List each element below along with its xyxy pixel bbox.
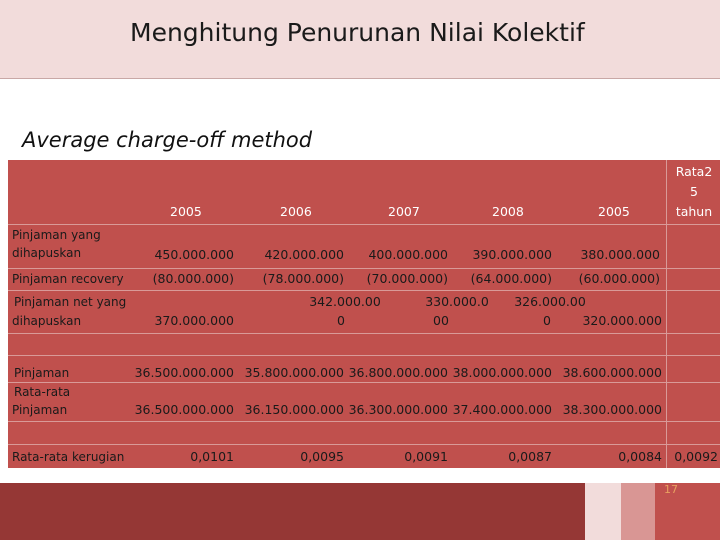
table-cell: 0,0101: [190, 449, 234, 464]
row-divider: [8, 355, 720, 356]
slide-subtitle: Average charge-off method: [22, 128, 313, 152]
page-number: 17: [664, 483, 678, 496]
row-divider: [8, 444, 720, 445]
table-cell: 326.000.00: [514, 294, 586, 309]
row-label: dihapuskan: [12, 314, 82, 328]
header-year-2: 2006: [280, 204, 312, 219]
table-cell: 35.800.000.000: [244, 365, 344, 380]
table-cell: 0,0084: [618, 449, 662, 464]
row-label: Pinjaman: [14, 366, 70, 380]
header-year-5: 2005: [598, 204, 630, 219]
table-cell: 36.500.000.000: [134, 365, 234, 380]
row-label: Pinjaman recovery: [12, 272, 124, 286]
table-cell: 36.300.000.000: [348, 402, 448, 417]
table-cell: 36.500.000.000: [134, 402, 234, 417]
table-cell: 320.000.000: [582, 313, 662, 328]
header-year-4: 2008: [492, 204, 524, 219]
table-cell: 00: [433, 313, 449, 328]
table-cell: (64.000.000): [470, 271, 552, 286]
header-year-3: 2007: [388, 204, 420, 219]
title-bar: [0, 0, 720, 79]
table-cell: 342.000.00: [309, 294, 381, 309]
table-cell: 330.000.0: [425, 294, 489, 309]
header-average-line2: 5: [690, 184, 698, 199]
row-label: dihapuskan: [12, 246, 82, 260]
footer-block-medium: [621, 483, 655, 540]
row-divider: [8, 224, 720, 225]
column-divider: [666, 160, 667, 468]
slide-title: Menghitung Penurunan Nilai Kolektif: [130, 18, 585, 47]
row-label: Rata-rata kerugian: [12, 450, 125, 464]
average-loss-value: 0,0092: [674, 449, 718, 464]
header-average-line3: tahun: [675, 204, 713, 219]
table-cell: (70.000.000): [366, 271, 448, 286]
table-cell: 420.000.000: [264, 247, 344, 262]
table-cell: 450.000.000: [154, 247, 234, 262]
table-cell: (80.000.000): [152, 271, 234, 286]
table-cell: 0: [543, 313, 551, 328]
row-label: Pinjaman yang: [12, 228, 101, 242]
header-average-line1: Rata2: [675, 164, 713, 179]
table-cell: 400.000.000: [368, 247, 448, 262]
table-cell: 36.800.000.000: [348, 365, 448, 380]
row-divider: [8, 290, 720, 291]
table-cell: 38.300.000.000: [562, 402, 662, 417]
row-label: Pinjaman: [12, 403, 68, 417]
header-year-1: 2005: [170, 204, 202, 219]
row-divider: [8, 421, 720, 422]
table-cell: (78.000.000): [262, 271, 344, 286]
table-cell: 38.600.000.000: [562, 365, 662, 380]
table-cell: (60.000.000): [578, 271, 660, 286]
table-cell: 0: [337, 313, 345, 328]
table-cell: 390.000.000: [472, 247, 552, 262]
table-cell: 0,0095: [300, 449, 344, 464]
row-divider: [8, 333, 720, 334]
table-cell: 36.150.000.000: [244, 402, 344, 417]
footer-bar-dark: [0, 483, 585, 540]
table-cell: 37.400.000.000: [452, 402, 552, 417]
table-cell: 370.000.000: [154, 313, 234, 328]
table-cell: 0,0091: [404, 449, 448, 464]
table-cell: 38.000.000.000: [452, 365, 552, 380]
footer-band: [0, 483, 720, 540]
row-label: Rata-rata: [14, 385, 71, 399]
row-label: Pinjaman net yang: [14, 295, 127, 309]
table-cell: 380.000.000: [580, 247, 660, 262]
table-cell: 0,0087: [508, 449, 552, 464]
footer-block-light: [585, 483, 621, 540]
